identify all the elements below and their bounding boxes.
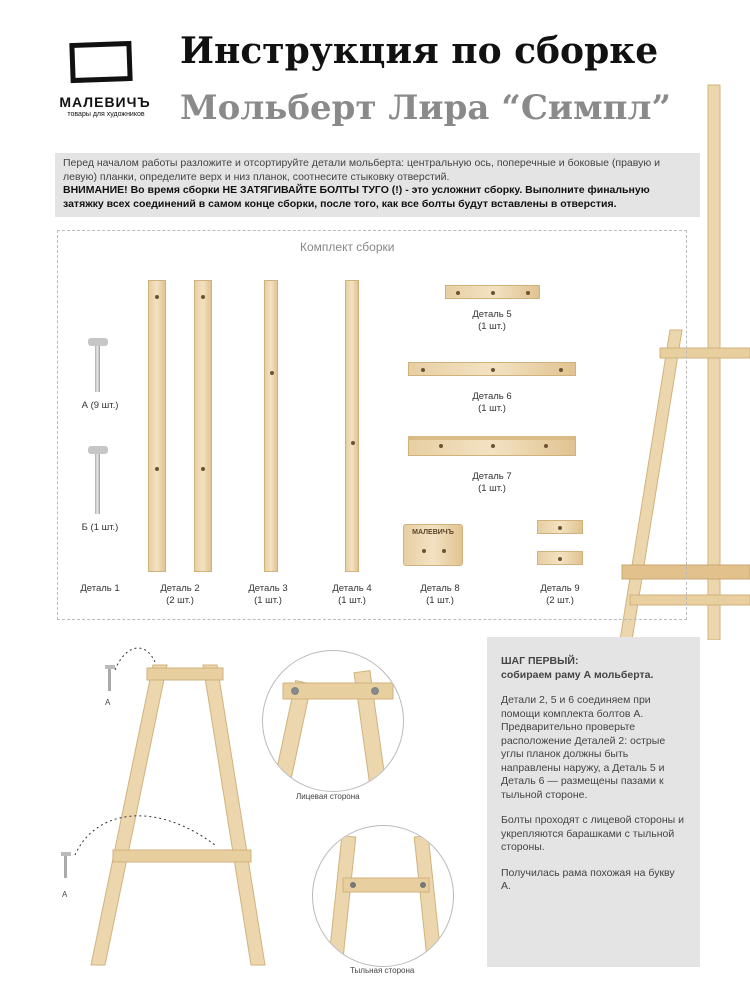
part-4-plank xyxy=(345,280,359,572)
brand-logo-frame xyxy=(69,41,132,83)
part-2-name: Деталь 2 xyxy=(160,583,200,594)
part-7-qty: (1 шт.) xyxy=(478,483,506,494)
brand-name: МАЛЕВИЧЪ xyxy=(59,94,151,110)
part-8-qty: (1 шт.) xyxy=(426,595,454,606)
part-1-label: Деталь 1 xyxy=(80,583,120,594)
brand-tagline: товары для художников xyxy=(67,111,145,118)
intro-notice xyxy=(55,153,700,217)
part-8-stamp: МАЛЕВИЧЪ xyxy=(412,529,454,536)
part-6-bar xyxy=(408,362,576,376)
part-3-label xyxy=(238,583,298,607)
part-5-label xyxy=(462,309,522,333)
step-1-paragraph-2: Болты проходят с лицевой стороны и укрепляются барашками с тыльной стороны. xyxy=(501,814,684,853)
kit-title: Комплект сборки xyxy=(300,240,395,254)
part-5-name: Деталь 5 xyxy=(472,309,512,320)
part-3-qty: (1 шт.) xyxy=(254,595,282,606)
part-2-label xyxy=(150,583,210,607)
part-7-label xyxy=(462,471,522,495)
part-6-label xyxy=(462,391,522,415)
part-6-qty: (1 шт.) xyxy=(478,403,506,414)
part-9-bracket-bottom xyxy=(537,551,583,565)
part-3-name: Деталь 3 xyxy=(248,583,288,594)
a-frame-diagram xyxy=(55,640,275,975)
bolt-a-top-label: А xyxy=(105,698,111,707)
part-8-label xyxy=(410,583,470,607)
bolt-a-icon xyxy=(88,338,108,392)
part-9-qty: (2 шт.) xyxy=(546,595,574,606)
intro-warning: ВНИМАНИЕ! Во время сборки НЕ ЗАТЯГИВАЙТЕ БОЛТЫ ТУГО (!) - это усложнит сборку. Выполните финальную затяжку всех соединений в самом конце сборки, после того, как все болты будут вставлены в отверстия. xyxy=(63,184,650,210)
part-8-name: Деталь 8 xyxy=(420,583,460,594)
front-side-detail-image xyxy=(262,650,404,792)
part-9-name: Деталь 9 xyxy=(540,583,580,594)
part-8-block xyxy=(403,524,463,566)
bolt-b-label: Б (1 шт.) xyxy=(81,522,119,533)
intro-text: Перед началом работы разложите и отсортируйте детали мольберта: центральную ось, поперечные и боковые (правую и левую) планки, определите верх и низ планок, соотнесите стыковку отверстий. xyxy=(63,157,660,183)
step-1-paragraph-1: Детали 2, 5 и 6 соединяем при помощи комплекта болтов А. Предварительно проверьте расположение Деталей 2: острые углы планок должны быть направлены наружу, а Деталь 5 и Деталь 6 — размещены пазами к тыльной стороне. xyxy=(501,694,666,801)
part-9-label xyxy=(530,583,590,607)
part-2-plank-right xyxy=(194,280,212,572)
page-title: Инструкция по сборке xyxy=(180,30,659,72)
step-1-paragraph-3: Получилась рама похожая на букву А. xyxy=(501,866,675,892)
part-7-name: Деталь 7 xyxy=(472,471,512,482)
part-7-shelf xyxy=(408,436,576,456)
step-1-subtitle: собираем раму А мольберта. xyxy=(501,668,654,681)
part-4-qty: (1 шт.) xyxy=(338,595,366,606)
part-9-bracket-top xyxy=(537,520,583,534)
step-1-panel xyxy=(487,637,700,967)
part-6-name: Деталь 6 xyxy=(472,391,512,402)
back-side-detail-image xyxy=(312,825,454,967)
part-2-qty: (2 шт.) xyxy=(166,595,194,606)
step-1-heading xyxy=(501,655,686,682)
back-side-caption: Тыльная сторона xyxy=(350,966,415,975)
step-1-title: ШАГ ПЕРВЫЙ: xyxy=(501,655,579,667)
part-3-plank xyxy=(264,280,278,572)
page-subtitle: Мольберт Лира “Симпл” xyxy=(180,88,672,128)
bolt-b-icon xyxy=(88,446,108,514)
front-side-caption: Лицевая сторона xyxy=(296,792,360,801)
part-5-qty: (1 шт.) xyxy=(478,321,506,332)
part-5-bar xyxy=(445,285,540,299)
part-2-plank-left xyxy=(148,280,166,572)
bolt-a-bottom-label: А xyxy=(62,890,68,899)
bolt-a-label: А (9 шт.) xyxy=(81,400,119,411)
part-4-label xyxy=(322,583,382,607)
part-4-name: Деталь 4 xyxy=(332,583,372,594)
